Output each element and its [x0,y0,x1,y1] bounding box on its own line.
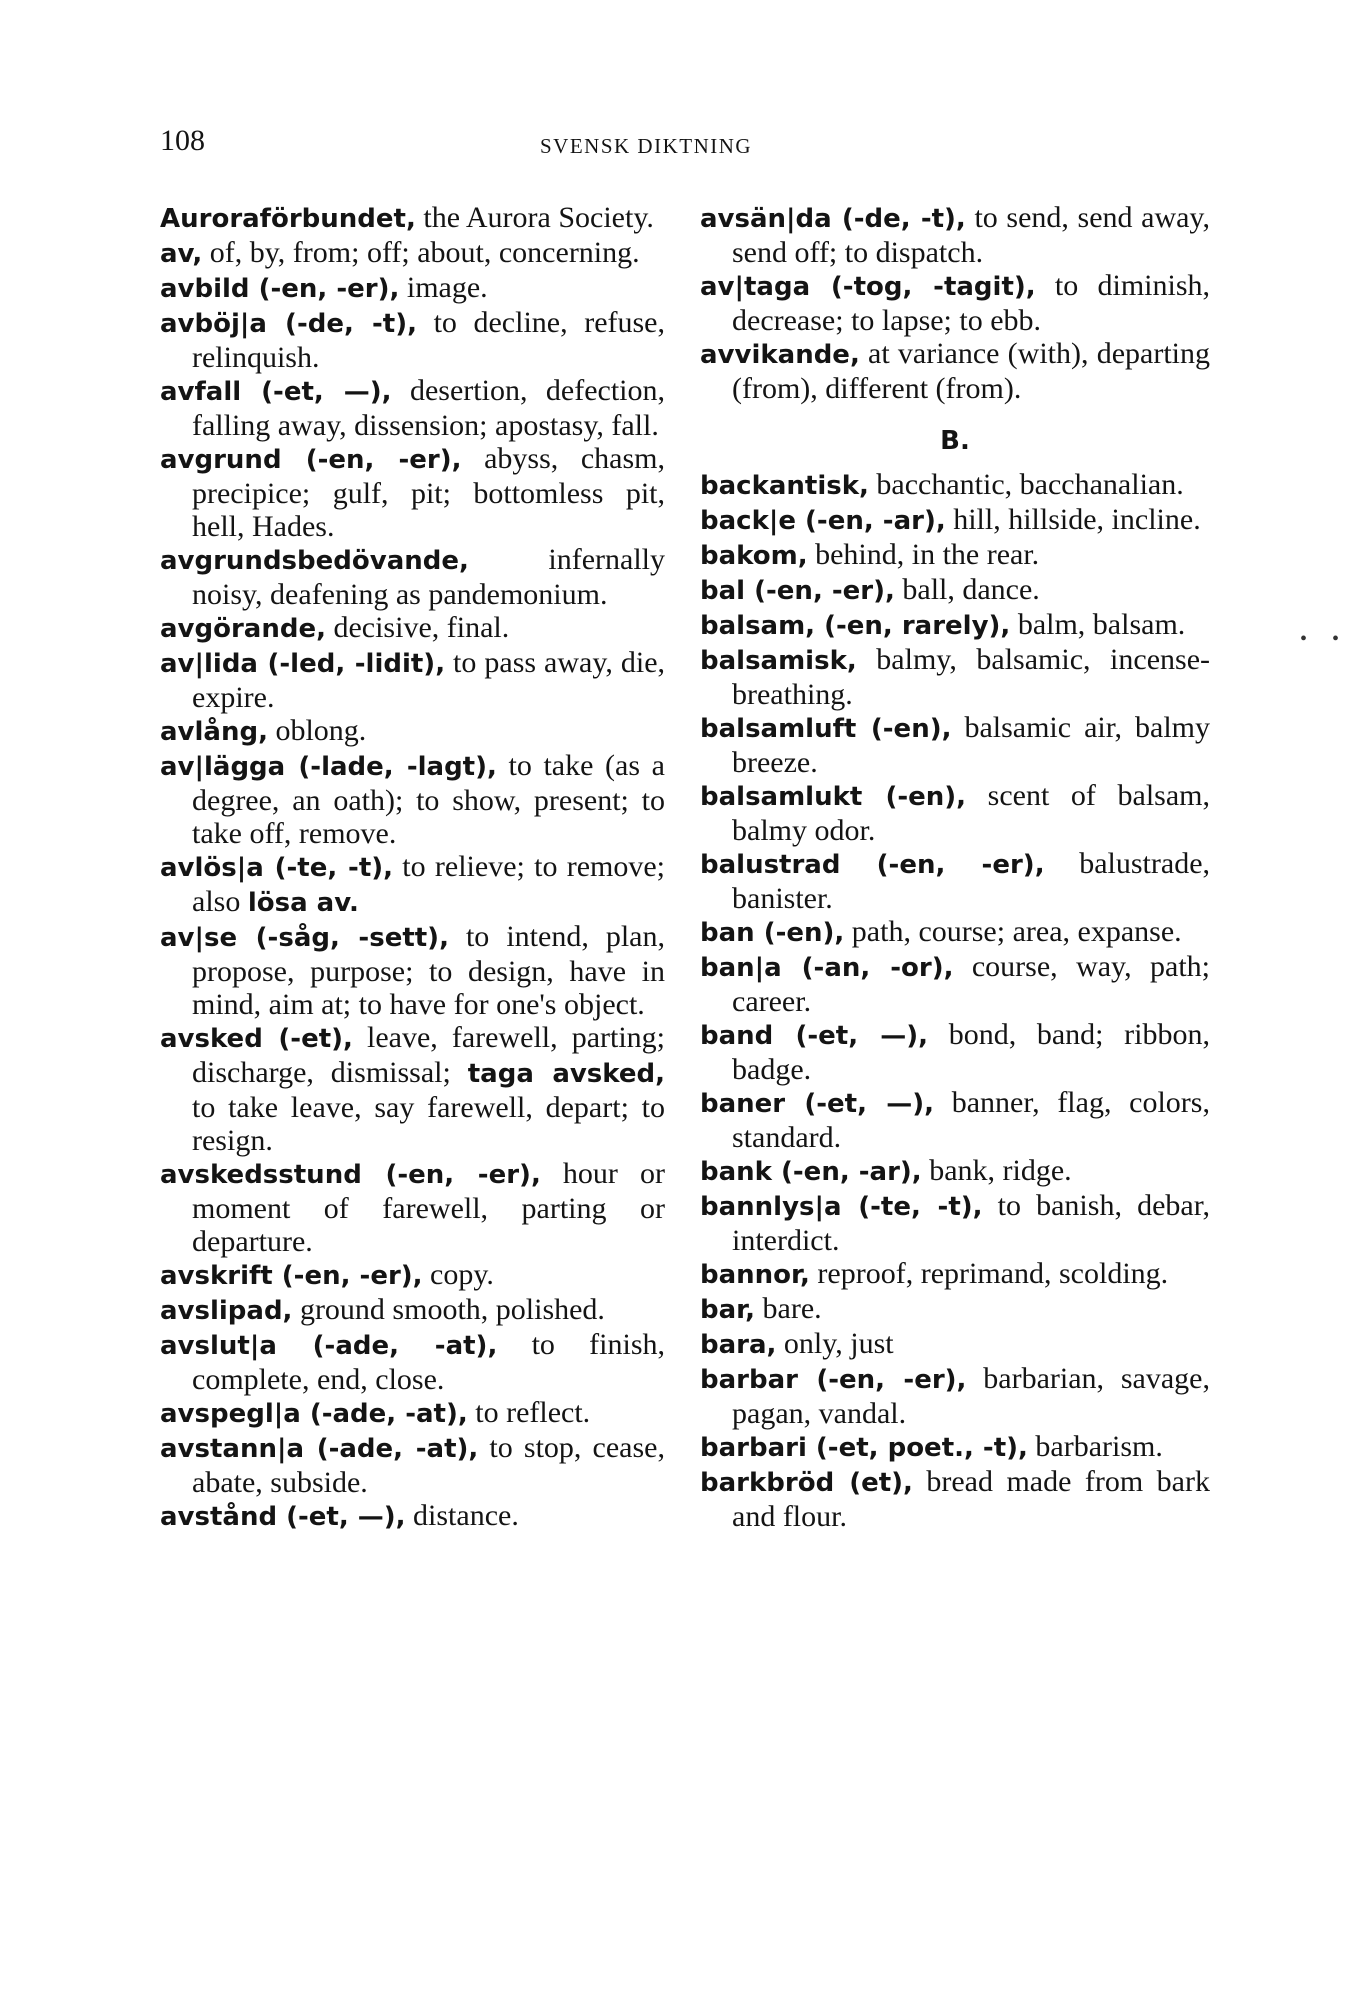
entry-definition: ball, dance. [894,573,1040,606]
dictionary-entry [160,271,665,306]
dictionary-entry [160,1293,665,1328]
entry-definition: to take leave, say farewell, depart; to resign. [192,1091,665,1157]
dictionary-entry [700,1018,1210,1086]
entry-headword: avskedsstund (-en, -er), [160,1160,541,1190]
dictionary-entry [160,1499,665,1534]
right-column-entries-a [700,201,1210,405]
entry-definition: the Aurora Society. [415,201,654,234]
entry-headword: avslut|a (-ade, -at), [160,1331,498,1361]
entry-headword: lösa av. [247,888,359,918]
entry-headword: bar, [700,1295,756,1325]
entry-headword: balsam, (-en, rarely), [700,611,1011,641]
entry-headword: avstånd (-et, —), [160,1502,406,1532]
dictionary-entry [160,714,665,749]
entry-headword: balsamluft (-en), [700,714,952,744]
entry-headword: avstann|a (-ade, -at), [160,1434,479,1464]
dictionary-entry [700,1189,1210,1257]
dictionary-entry [700,1086,1210,1154]
entry-headword: avbild (-en, -er), [160,274,400,304]
entry-headword: Auroraförbundet, [160,204,416,234]
entry-headword: avskrift (-en, -er), [160,1261,423,1291]
dictionary-entry [160,611,665,646]
entry-headword: av|se (-såg, -sett), [160,923,449,953]
dictionary-entry [700,950,1210,1018]
dictionary-entry [700,1362,1210,1430]
entry-headword: bakom, [700,541,808,571]
entry-definition: bread made from bark and flour. [732,1465,1210,1533]
entry-headword: av|lida (-led, -lidit), [160,649,446,679]
entry-headword: av, [160,239,203,269]
entry-definition: banner, flag, colors, standard. [732,1086,1210,1154]
section-letter: B. [940,426,970,456]
dictionary-entry [700,201,1210,269]
dictionary-entry [160,1021,665,1157]
dictionary-entry [700,915,1210,950]
dictionary-entry [700,1154,1210,1189]
entry-definition: bond, band; ribbon, badge. [732,1018,1210,1086]
entry-definition: to relieve; to remove; also [192,850,666,918]
dictionary-entry [160,201,665,236]
dictionary-entry [160,920,665,1021]
running-head: SVENSK DIKTNING [540,134,753,158]
entry-headword: baner (-et, —), [700,1089,934,1119]
entry-headword: backantisk, [700,471,869,501]
entry-headword: taga avsked, [467,1059,666,1089]
entry-headword: av|lägga (-lade, -lagt), [160,752,497,782]
entry-definition: bacchantic, bacchanalian. [868,468,1184,501]
entry-headword: avvikande, [700,340,860,370]
entry-headword: avgrund (-en, -er), [160,445,462,475]
entry-headword: avslipad, [160,1296,293,1326]
entry-definition: decisive, final. [325,611,510,644]
right-column [700,201,1210,1533]
entry-headword: band (-et, —), [700,1021,929,1051]
entry-definition: bare. [755,1292,822,1325]
entry-headword: avgörande, [160,614,326,644]
entry-definition: to finish, complete, end, close. [192,1328,665,1396]
left-column [160,201,665,1534]
entry-definition: of, by, from; off; about, concerning. [202,236,640,269]
dictionary-entry [700,1430,1210,1465]
entry-definition: balm, balsam. [1010,608,1186,641]
dictionary-entry [700,1292,1210,1327]
page-number: 108 [160,124,205,157]
entry-headword: avlång, [160,717,268,747]
dictionary-entry [160,646,665,714]
entry-definition: to send, send away, send off; to dispatch. [732,201,1210,269]
entry-headword: back|e (-en, -ar), [700,506,946,536]
entry-definition: ground smooth, polished. [292,1293,605,1326]
dictionary-entry [700,468,1210,503]
entry-definition: distance. [405,1499,519,1532]
entry-definition: hill, hillside, incline. [945,503,1201,536]
dictionary-entry [700,711,1210,779]
entry-headword: bal (-en, -er), [700,576,895,606]
dictionary-entry [160,1258,665,1293]
entry-headword: ban (-en), [700,918,845,948]
dictionary-entry [700,847,1210,915]
entry-headword: avböj|a (-de, -t), [160,309,417,339]
entry-definition: balmy, balsamic, incense-breathing. [732,643,1210,711]
entry-definition: to stop, cease, abate, subside. [192,1431,665,1499]
entry-definition: balsamic air, balmy breeze. [732,711,1210,779]
entry-definition: to banish, debar, interdict. [732,1189,1210,1257]
entry-definition: barbarism. [1027,1430,1163,1463]
dictionary-entry [700,1327,1210,1362]
entry-definition: scent of balsam, balmy odor. [732,779,1210,847]
dictionary-entry [700,1465,1210,1533]
entry-definition: behind, in the rear. [807,538,1040,571]
right-column-entries-b [700,468,1210,1533]
entry-definition: infernally noisy, deafening as pandemonium. [192,543,665,611]
dictionary-entry [160,374,665,442]
dictionary-entry [160,442,665,543]
entry-definition: path, course; area, expanse. [844,915,1182,948]
entry-headword: avgrundsbedövande, [160,546,469,576]
entry-definition: copy. [422,1258,494,1291]
entry-headword: avfall (-et, —), [160,377,392,407]
dictionary-entry [700,573,1210,608]
dictionary-entry [700,643,1210,711]
entry-definition: abyss, chasm, precipice; gulf, pit; bottomless pit, hell, Hades. [192,442,665,543]
entry-definition: to diminish, decrease; to lapse; to ebb. [732,269,1210,337]
dictionary-entry [700,337,1210,405]
entry-definition: reproof, reprimand, scolding. [809,1257,1169,1290]
dictionary-entry [160,306,665,374]
entry-headword: balsamisk, [700,646,857,676]
entry-headword: barkbröd (et), [700,1468,913,1498]
dictionary-entry [160,1396,665,1431]
entry-headword: bara, [700,1330,777,1360]
dictionary-entry [160,236,665,271]
entry-headword: balsamlukt (-en), [700,782,967,812]
entry-headword: avsän|da (-de, -t), [700,204,966,234]
entry-definition: bank, ridge. [921,1154,1072,1187]
dictionary-entry [700,538,1210,573]
dictionary-entry [160,1157,665,1258]
entry-definition: at variance (with), departing (from), different (from). [732,337,1210,405]
entry-definition: balustrade, banister. [732,847,1211,915]
entry-headword: balustrad (-en, -er), [700,850,1045,880]
entry-headword: avsked (-et), [160,1024,353,1054]
entry-definition: barbarian, savage, pagan, vandal. [732,1362,1210,1430]
entry-headword: avspegl|a (-ade, -at), [160,1399,468,1429]
entry-definition: to decline, refuse, relinquish. [192,306,665,374]
entry-definition: course, way, path; career. [732,950,1210,1018]
stray-marks: • • [1300,628,1350,650]
dictionary-entry [160,850,665,920]
dictionary-entry [160,1431,665,1499]
dictionary-entry [160,1328,665,1396]
entry-headword: barbar (-en, -er), [700,1365,967,1395]
entry-headword: bank (-en, -ar), [700,1157,922,1187]
entry-headword: bannlys|a (-te, -t), [700,1192,983,1222]
entry-definition: leave, farewell, parting; discharge, dismissal; [192,1021,666,1089]
entry-headword: barbari (-et, poet., -t), [700,1433,1028,1463]
entry-definition: hour or moment of farewell, parting or departure. [192,1157,666,1258]
entry-definition: image. [399,271,488,304]
dictionary-entry [700,269,1210,337]
entry-headword: ban|a (-an, -or), [700,953,954,983]
entry-definition: to intend, plan, propose, purpose; to design, have in mind, aim at; to have for one's object. [192,920,665,1021]
entry-headword: av|taga (-tog, -tagit), [700,272,1036,302]
dictionary-entry [700,608,1210,643]
entry-definition: desertion, defection, falling away, dissension; apostasy, fall. [192,374,666,442]
entry-definition: only, just [776,1327,894,1360]
dictionary-entry [160,749,665,850]
entry-definition: to take (as a degree, an oath); to show, present; to take off, remove. [192,749,665,850]
entry-definition: to pass away, die, expire. [192,646,666,714]
entry-headword: bannor, [700,1260,810,1290]
dictionary-entry [700,1257,1210,1292]
entry-headword: avlös|a (-te, -t), [160,853,394,883]
dictionary-entry [160,543,665,611]
dictionary-entry [700,779,1210,847]
entry-definition: to reflect. [467,1396,591,1429]
entry-definition: oblong. [267,714,367,747]
dictionary-entry [700,503,1210,538]
